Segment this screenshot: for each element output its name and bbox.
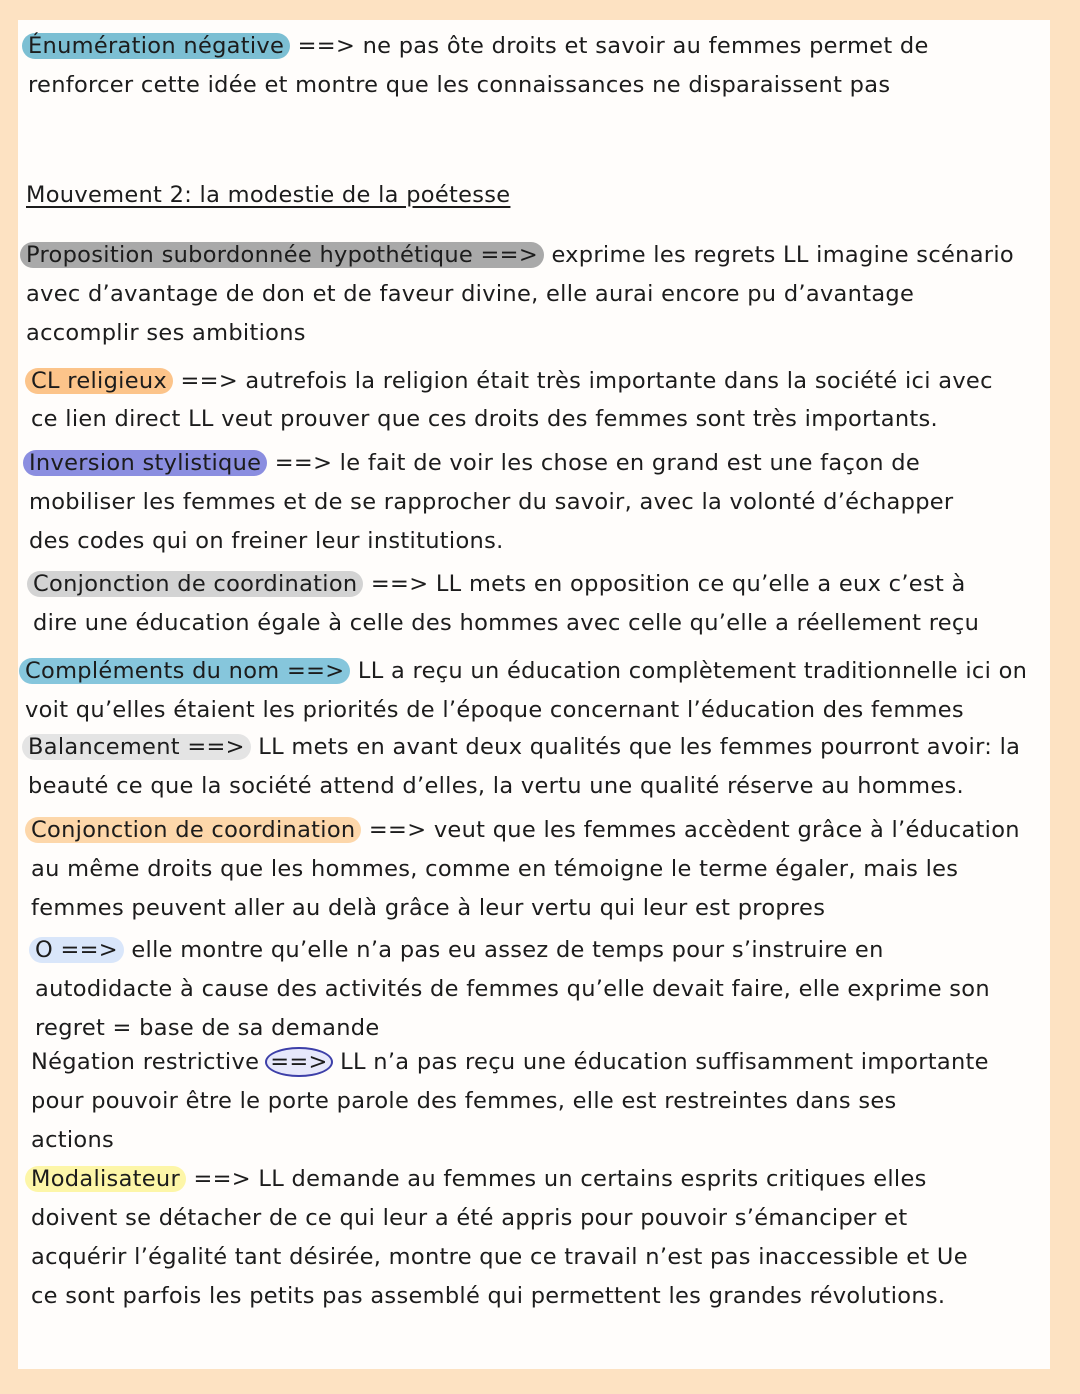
note-line <box>31 1201 907 1235</box>
note-line <box>25 693 964 727</box>
note-line <box>28 769 964 803</box>
note-line <box>33 606 979 640</box>
note-line <box>31 1045 989 1079</box>
note-text: voit qu’elles étaient les priorités de l’époque concernant l’éducation des femmes <box>25 697 964 723</box>
note-text: dire une éducation égale à celle des hommes avec celle qu’elle a réellement reçu <box>33 610 980 636</box>
highlighted-term: Conjonction de coordination <box>27 571 363 597</box>
note-line <box>31 813 1020 847</box>
note-line <box>26 238 1014 272</box>
note-line <box>29 446 920 480</box>
note-line <box>31 402 938 436</box>
note-text: avec d’avantage de don et de faveur divine, elle aurai encore pu d’avantage <box>26 281 915 307</box>
highlighted-term: Balancement ==> <box>22 734 251 760</box>
highlighted-term: CL religieux <box>25 368 173 394</box>
note-line <box>31 891 825 925</box>
highlighted-term: Négation restrictive <box>31 1049 260 1075</box>
note-text: des codes qui on freiner leur institutions. <box>29 528 504 554</box>
note-text: actions <box>31 1127 115 1153</box>
note-text: accomplir ses ambitions <box>26 320 306 346</box>
note-line <box>31 1279 945 1313</box>
note-line <box>31 1162 927 1196</box>
note-text: pour pouvoir être le porte parole des femmes, elle est restreintes dans ses <box>31 1088 897 1114</box>
note-text: doivent se détacher de ce qui leur a été appris pour pouvoir s’émanciper et <box>31 1205 908 1231</box>
note-text: exprime les regrets LL imagine scénario <box>551 242 1014 268</box>
note-line <box>29 524 504 558</box>
note-line <box>26 277 914 311</box>
note-line <box>31 1123 114 1157</box>
highlighted-term: Compléments du nom ==> <box>19 658 350 684</box>
note-text: LL mets en avant deux qualités que les femmes pourront avoir: la <box>258 734 1021 760</box>
highlighted-term: Inversion stylistique <box>23 450 267 476</box>
note-text: femmes peuvent aller au delà grâce à leur vertu qui leur est propres <box>31 895 826 921</box>
note-line <box>31 852 958 886</box>
note-line <box>31 364 993 398</box>
note-line <box>31 1084 897 1118</box>
note-text: beauté ce que la société attend d’elles, la vertu une qualité réserve au hommes. <box>28 773 964 799</box>
note-text: ==> ne pas ôte droits et savoir au femmes permet de <box>297 33 929 59</box>
note-text: regret = base de sa demande <box>35 1015 380 1041</box>
highlighted-term: Modalisateur <box>25 1166 186 1192</box>
notes-sheet <box>18 20 1050 1369</box>
note-text: au même droits que les hommes, comme en témoigne le terme égaler, mais les <box>31 856 959 882</box>
note-text: elle montre qu’elle n’a pas eu assez de temps pour s’instruire en <box>131 937 884 963</box>
note-line <box>28 68 890 102</box>
note-text: acquérir l’égalité tant désirée, montre que ce travail n’est pas inaccessible et Ue <box>31 1244 968 1270</box>
section-heading: Mouvement 2: la modestie de la poétesse <box>26 182 511 208</box>
note-text: ==> LL mets en opposition ce qu’elle a eux c’est à <box>370 571 966 597</box>
highlighted-term: Énumération négative <box>22 33 290 59</box>
highlighted-term: Conjonction de coordination <box>25 817 361 843</box>
note-line <box>28 29 929 63</box>
note-text: ==> LL demande au femmes un certains esprits critiques elles <box>193 1166 927 1192</box>
note-text: ==> veut que les femmes accèdent grâce à l’éducation <box>368 817 1020 843</box>
note-line <box>31 1240 968 1274</box>
note-line <box>25 654 1027 688</box>
note-text: ce lien direct LL veut prouver que ces droits des femmes sont très importants. <box>31 406 938 432</box>
note-line <box>33 567 966 601</box>
note-text: LL n’a pas reçu une éducation suffisamment importante <box>340 1049 989 1075</box>
note-line <box>26 316 306 350</box>
note-line <box>28 730 1020 764</box>
note-text: renforcer cette idée et montre que les connaissances ne disparaissent pas <box>28 72 891 98</box>
note-line <box>35 1011 380 1045</box>
note-text: ce sont parfois les petits pas assemblé qui permettent les grandes révolutions. <box>31 1283 946 1309</box>
note-text: mobiliser les femmes et de se rapprocher du savoir, avec la volonté d’échapper <box>29 489 954 515</box>
highlighted-term: Proposition subordonnée hypothétique ==> <box>20 242 544 268</box>
circled-arrow: ==> <box>265 1047 332 1077</box>
note-text: ==> autrefois la religion était très importante dans la société ici avec <box>180 368 993 394</box>
note-line <box>35 972 990 1006</box>
note-line <box>35 933 884 967</box>
note-text: LL a reçu un éducation complètement traditionnelle ici on <box>357 658 1028 684</box>
note-line <box>29 485 953 519</box>
highlighted-term: O ==> <box>29 937 124 963</box>
note-text: autodidacte à cause des activités de femmes qu’elle devait faire, elle exprime son <box>35 976 990 1002</box>
note-text: ==> le fait de voir les chose en grand est une façon de <box>274 450 920 476</box>
